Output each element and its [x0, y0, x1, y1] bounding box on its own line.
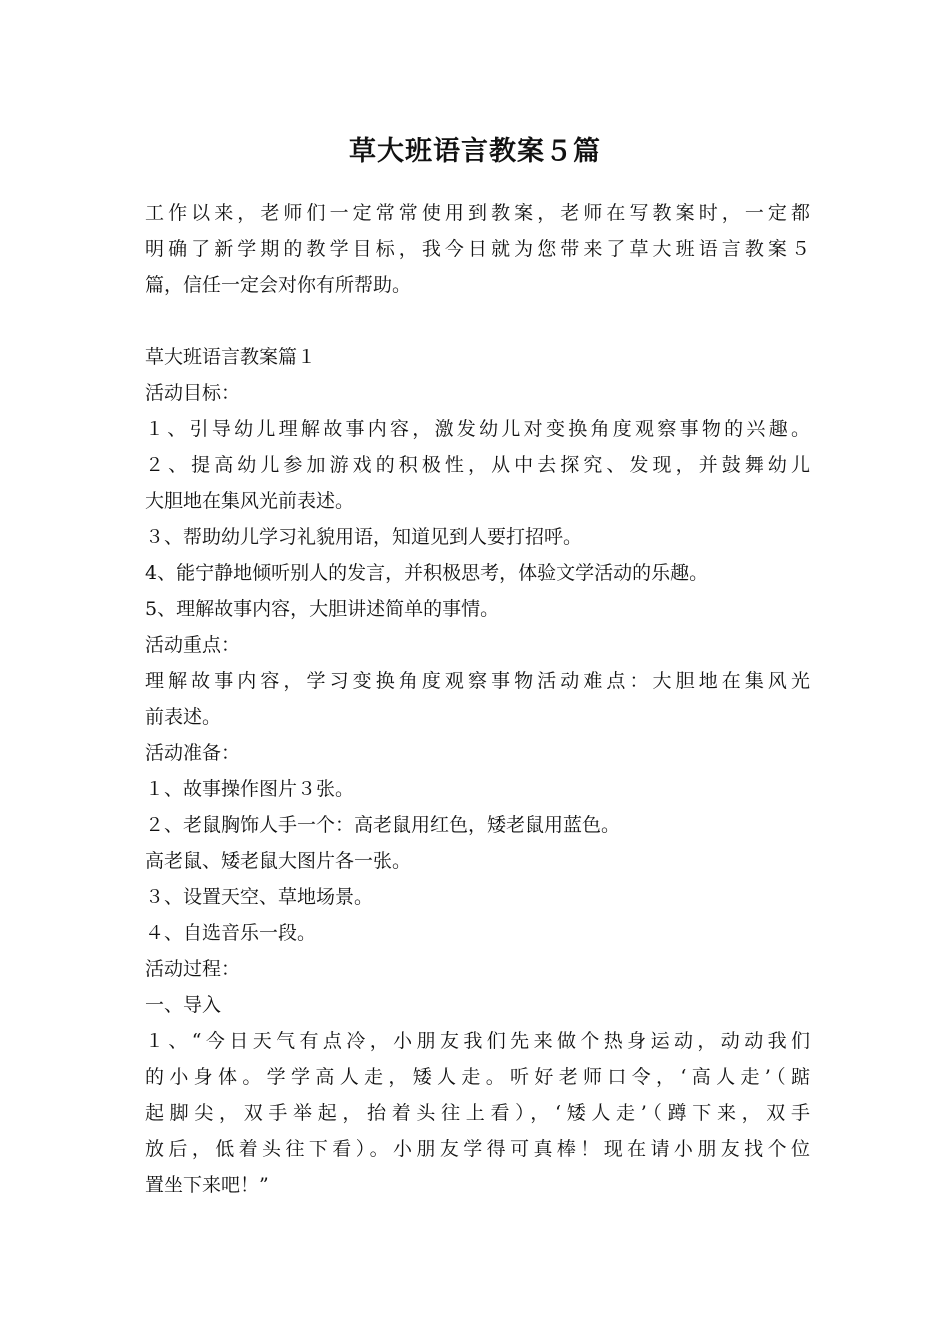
body-line: ２、老鼠胸饰人手一个：高老鼠用红色，矮老鼠用蓝色。 — [145, 814, 621, 836]
body-line: 大胆地在集风光前表述。 — [145, 490, 355, 512]
body-line: 的小身体。学学高人走，矮人走。听好老师口令，‘高人走’（踮 — [145, 1066, 810, 1088]
body-line: 工作以来，老师们一定常常使用到教案，老师在写教案时，一定都 — [145, 202, 810, 224]
body-line: ４、自选音乐一段。 — [145, 922, 317, 944]
body-line: 高老鼠、矮老鼠大图片各一张。 — [145, 850, 412, 872]
section-heading: 草大班语言教案篇１ — [145, 346, 317, 368]
blank-line — [145, 303, 810, 339]
body-line: 4、能宁静地倾听别人的发言，并积极思考，体验文学活动的乐趣。 — [145, 562, 709, 584]
body-line: 明确了新学期的教学目标，我今日就为您带来了草大班语言教案５ — [145, 238, 810, 260]
body-line: 一、导入 — [145, 994, 222, 1016]
body-line: 活动重点： — [145, 634, 241, 656]
document-title: 草大班语言教案５篇 — [349, 136, 601, 167]
body-line: ２、提高幼儿参加游戏的积极性，从中去探究、发现，并鼓舞幼儿 — [145, 454, 810, 476]
body-line: 活动目标： — [145, 382, 241, 404]
document-body — [145, 195, 810, 1203]
body-line: 起脚尖，双手举起，抬着头往上看），‘矮人走’（蹲下来，双手 — [145, 1102, 810, 1124]
body-line: １、“今日天气有点冷，小朋友我们先来做个热身运动，动动我们 — [145, 1030, 810, 1052]
body-line: 篇，信任一定会对你有所帮助。 — [145, 274, 412, 296]
body-line: ３、设置天空、草地场景。 — [145, 886, 374, 908]
body-line: 前表述。 — [145, 706, 222, 728]
body-line: 理解故事内容，学习变换角度观察事物活动难点：大胆地在集风光 — [145, 670, 810, 692]
body-line: 放后，低着头往下看）。小朋友学得可真棒！现在请小朋友找个位 — [145, 1138, 810, 1160]
body-line: 置坐下来吧！” — [145, 1174, 269, 1196]
body-line: 活动准备： — [145, 742, 241, 764]
body-line: 5、理解故事内容，大胆讲述简单的事情。 — [145, 598, 500, 620]
body-line: １、引导幼儿理解故事内容，激发幼儿对变换角度观察事物的兴趣。 — [145, 418, 810, 440]
body-line: ３、帮助幼儿学习礼貌用语，知道见到人要打招呼。 — [145, 526, 583, 548]
body-line: １、故事操作图片３张。 — [145, 778, 355, 800]
body-line: 活动过程： — [145, 958, 241, 980]
